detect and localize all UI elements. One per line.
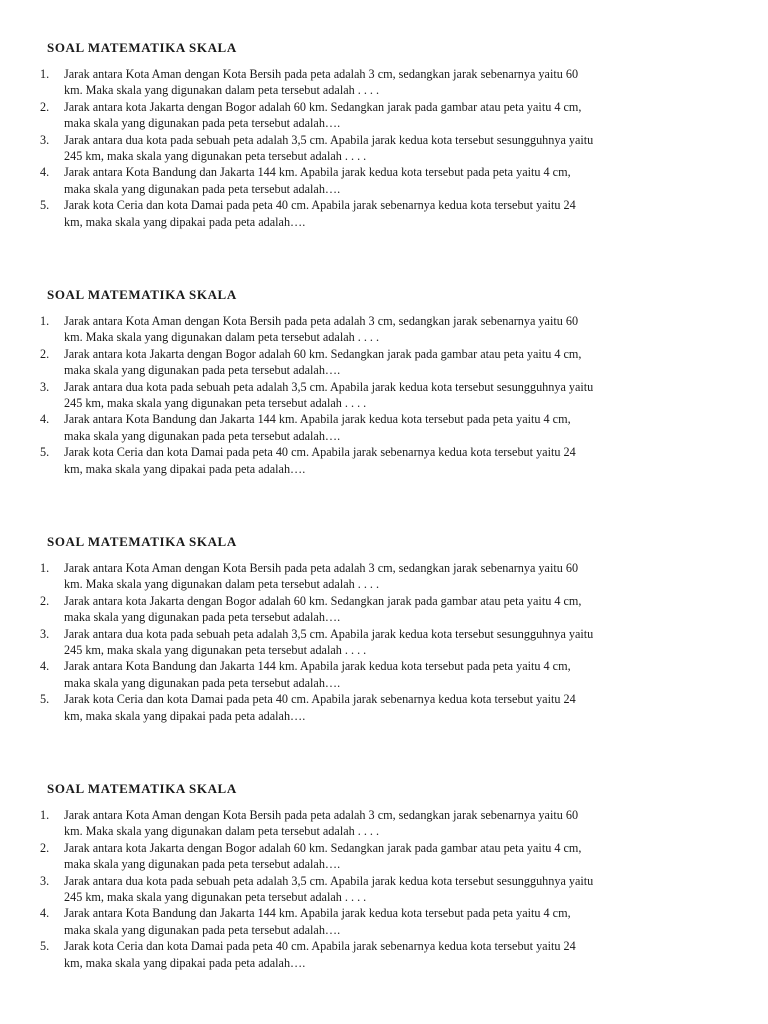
question-list	[0, 807, 593, 971]
question-text-line-1: Jarak antara kota Jakarta dengan Bogor adalah 60 km. Sedangkan jarak pada gambar atau peta yaitu 4 cm,	[64, 593, 582, 608]
question-text-line-1: Jarak kota Ceria dan kota Damai pada peta 40 cm. Apabila jarak sebenarnya kedua kota tersebut yaitu 24	[64, 939, 576, 954]
question-item	[0, 66, 593, 99]
question-text-line-2: km. Maka skala yang digunakan dalam peta tersebut adalah . . . .	[64, 577, 380, 592]
question-text-line-2: km, maka skala yang dipakai pada peta adalah….	[64, 955, 306, 970]
section-title: SOAL MATEMATIKA SKALA	[47, 40, 237, 55]
question-text-line-2: 245 km, maka skala yang digunakan peta tersebut adalah . . . .	[64, 890, 367, 905]
question-list	[0, 313, 593, 477]
question-text-line-2: maka skala yang digunakan pada peta tersebut adalah….	[64, 181, 341, 196]
question-number: 4.	[40, 165, 50, 180]
question-number: 3.	[40, 626, 50, 641]
question-item	[0, 807, 593, 840]
question-text-line-1: Jarak antara Kota Aman dengan Kota Bersih pada peta adalah 3 cm, sedangkan jarak sebenarnya yaitu 60	[64, 808, 579, 822]
question-text-line-2: maka skala yang digunakan pada peta tersebut adalah….	[64, 857, 341, 872]
question-item	[0, 346, 593, 379]
question-text-line-1: Jarak kota Ceria dan kota Damai pada peta 40 cm. Apabila jarak sebenarnya kedua kota tersebut yaitu 24	[64, 198, 576, 213]
question-item	[0, 873, 593, 906]
question-item	[0, 840, 593, 873]
question-number: 3.	[40, 873, 50, 888]
question-text-line-1: Jarak antara Kota Aman dengan Kota Bersih pada peta adalah 3 cm, sedangkan jarak sebenarnya yaitu 60	[64, 314, 579, 328]
question-number: 2.	[40, 99, 50, 114]
question-text-line-2: 245 km, maka skala yang digunakan peta tersebut adalah . . . .	[64, 396, 367, 411]
question-text-line-1: Jarak antara dua kota pada sebuah peta adalah 3,5 cm. Apabila jarak kedua kota tersebut sesungguhnya yaitu	[64, 132, 594, 147]
question-number: 5.	[40, 692, 50, 707]
question-item	[0, 626, 593, 659]
question-text-line-1: Jarak antara Kota Aman dengan Kota Bersih pada peta adalah 3 cm, sedangkan jarak sebenarnya yaitu 60	[64, 561, 579, 575]
question-item	[0, 164, 593, 197]
question-item	[0, 658, 593, 691]
question-text-line-2: maka skala yang digunakan pada peta tersebut adalah….	[64, 610, 341, 625]
question-item	[0, 99, 593, 132]
question-text-line-1: Jarak antara Kota Bandung dan Jakarta 144 km. Apabila jarak kedua kota tersebut pada peta yaitu 4 cm,	[64, 165, 571, 180]
question-text-line-2: km, maka skala yang dipakai pada peta adalah….	[64, 461, 306, 476]
question-item	[0, 593, 593, 626]
question-text-line-2: maka skala yang digunakan pada peta tersebut adalah….	[64, 675, 341, 690]
question-item	[0, 444, 593, 477]
question-text-line-1: Jarak kota Ceria dan kota Damai pada peta 40 cm. Apabila jarak sebenarnya kedua kota tersebut yaitu 24	[64, 445, 576, 460]
question-text-line-1: Jarak antara kota Jakarta dengan Bogor adalah 60 km. Sedangkan jarak pada gambar atau peta yaitu 4 cm,	[64, 346, 582, 361]
section-title: SOAL MATEMATIKA SKALA	[47, 781, 237, 796]
question-text-line-1: Jarak antara kota Jakarta dengan Bogor adalah 60 km. Sedangkan jarak pada gambar atau peta yaitu 4 cm,	[64, 840, 582, 855]
question-text-line-1: Jarak kota Ceria dan kota Damai pada peta 40 cm. Apabila jarak sebenarnya kedua kota tersebut yaitu 24	[64, 692, 576, 707]
question-number: 1.	[40, 561, 50, 575]
question-text-line-2: 245 km, maka skala yang digunakan peta tersebut adalah . . . .	[64, 149, 367, 164]
question-list	[0, 66, 593, 230]
question-item	[0, 411, 593, 444]
question-number: 1.	[40, 67, 50, 81]
question-text-line-1: Jarak antara dua kota pada sebuah peta adalah 3,5 cm. Apabila jarak kedua kota tersebut sesungguhnya yaitu	[64, 873, 594, 888]
question-number: 2.	[40, 346, 50, 361]
question-text-line-1: Jarak antara dua kota pada sebuah peta adalah 3,5 cm. Apabila jarak kedua kota tersebut sesungguhnya yaitu	[64, 626, 594, 641]
question-number: 1.	[40, 808, 50, 822]
question-item	[0, 560, 593, 593]
question-text-line-2: km. Maka skala yang digunakan dalam peta tersebut adalah . . . .	[64, 83, 380, 98]
question-number: 3.	[40, 132, 50, 147]
question-item	[0, 905, 593, 938]
question-item	[0, 197, 593, 230]
question-text-line-1: Jarak antara kota Jakarta dengan Bogor adalah 60 km. Sedangkan jarak pada gambar atau peta yaitu 4 cm,	[64, 99, 582, 114]
question-text-line-1: Jarak antara Kota Bandung dan Jakarta 144 km. Apabila jarak kedua kota tersebut pada peta yaitu 4 cm,	[64, 412, 571, 427]
question-text-line-1: Jarak antara Kota Aman dengan Kota Bersih pada peta adalah 3 cm, sedangkan jarak sebenarnya yaitu 60	[64, 67, 579, 81]
question-number: 5.	[40, 939, 50, 954]
section-title: SOAL MATEMATIKA SKALA	[47, 287, 237, 302]
question-text-line-2: km. Maka skala yang digunakan dalam peta tersebut adalah . . . .	[64, 330, 380, 345]
question-number: 4.	[40, 906, 50, 921]
question-number: 5.	[40, 445, 50, 460]
question-item	[0, 938, 593, 971]
question-number: 4.	[40, 659, 50, 674]
question-text-line-2: maka skala yang digunakan pada peta tersebut adalah….	[64, 922, 341, 937]
question-text-line-2: km, maka skala yang dipakai pada peta adalah….	[64, 214, 306, 229]
question-item	[0, 691, 593, 724]
question-number: 3.	[40, 379, 50, 394]
question-item	[0, 379, 593, 412]
question-text-line-1: Jarak antara Kota Bandung dan Jakarta 144 km. Apabila jarak kedua kota tersebut pada peta yaitu 4 cm,	[64, 906, 571, 921]
question-text-line-2: maka skala yang digunakan pada peta tersebut adalah….	[64, 363, 341, 378]
question-list	[0, 560, 593, 724]
question-number: 2.	[40, 593, 50, 608]
question-text-line-2: maka skala yang digunakan pada peta tersebut adalah….	[64, 428, 341, 443]
question-text-line-1: Jarak antara Kota Bandung dan Jakarta 144 km. Apabila jarak kedua kota tersebut pada peta yaitu 4 cm,	[64, 659, 571, 674]
section-title: SOAL MATEMATIKA SKALA	[47, 534, 237, 549]
question-number: 4.	[40, 412, 50, 427]
question-text-line-2: maka skala yang digunakan pada peta tersebut adalah….	[64, 116, 341, 131]
question-number: 2.	[40, 840, 50, 855]
question-number: 1.	[40, 314, 50, 328]
question-text-line-1: Jarak antara dua kota pada sebuah peta adalah 3,5 cm. Apabila jarak kedua kota tersebut sesungguhnya yaitu	[64, 379, 594, 394]
question-item	[0, 132, 593, 165]
question-item	[0, 313, 593, 346]
question-text-line-2: 245 km, maka skala yang digunakan peta tersebut adalah . . . .	[64, 643, 367, 658]
question-text-line-2: km, maka skala yang dipakai pada peta adalah….	[64, 708, 306, 723]
question-number: 5.	[40, 198, 50, 213]
question-text-line-2: km. Maka skala yang digunakan dalam peta tersebut adalah . . . .	[64, 824, 380, 839]
